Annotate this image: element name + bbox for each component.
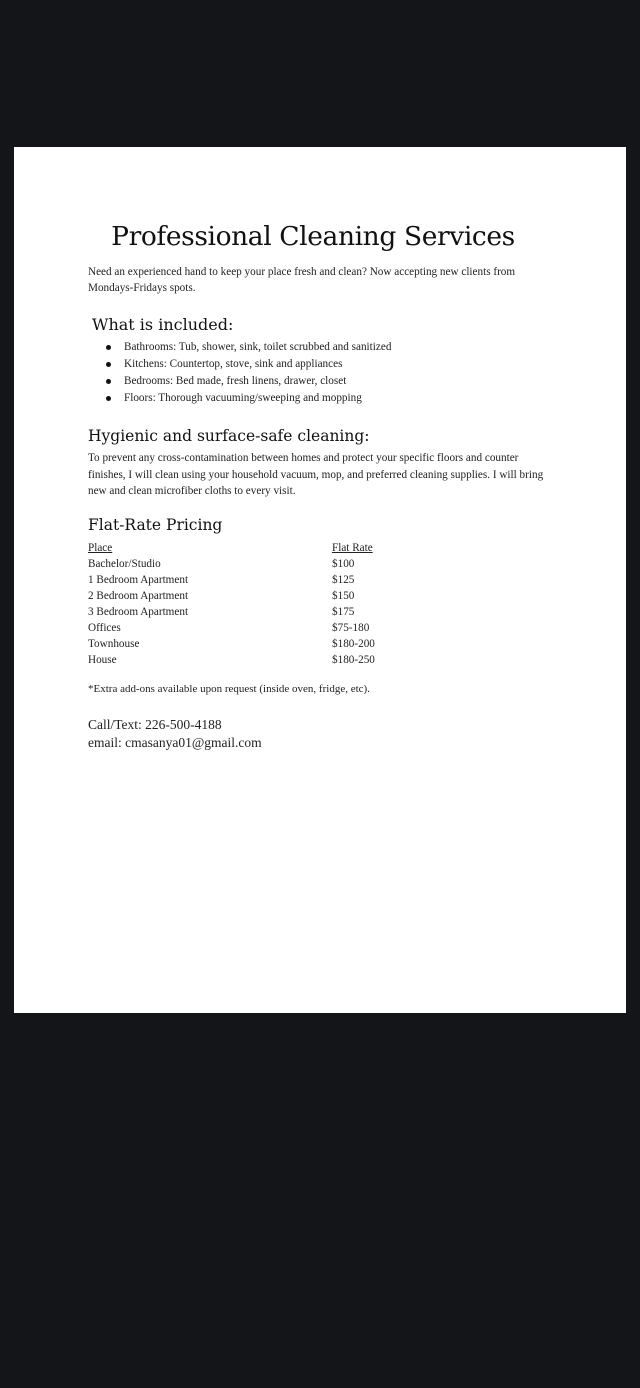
list-item-text: Floors: Thorough vacuuming/sweeping and mopping [124,392,362,404]
bullet-icon [106,362,111,367]
place-cell: Bachelor/Studio [88,558,161,570]
list-item [104,373,391,390]
place-cell: 2 Bedroom Apartment [88,590,189,602]
hygienic-heading: Hygienic and surface-safe cleaning: [88,427,370,445]
place-cell: Townhouse [88,638,140,650]
addons-note: *Extra add-ons available upon request (inside oven, fridge, etc). [88,683,370,695]
rate-cell: $75-180 [332,622,370,634]
table-row [88,588,488,604]
table-row [88,636,488,652]
list-item-text: Kitchens: Countertop, stove, sink and appliances [124,358,343,370]
contact-block [88,716,262,752]
place-cell: Offices [88,622,121,634]
list-item [104,356,391,373]
rate-cell: $180-250 [332,654,375,666]
contact-phone: Call/Text: 226-500-4188 [88,717,222,732]
hygienic-paragraph: To prevent any cross-contamination between homes and protect your specific floors and counter finishes, I will clean using your household vacuum, mop, and preferred cleaning supplies. I will bring new and clean microfiber cloths to every visit. [88,452,544,497]
table-row [88,572,488,588]
bullet-icon [106,379,111,384]
place-cell: House [88,654,117,666]
rate-cell: $175 [332,606,355,618]
pricing-heading: Flat-Rate Pricing [88,516,223,534]
contact-email: email: cmasanya01@gmail.com [88,735,262,750]
pricing-header-row [88,540,488,556]
intro-paragraph: Need an experienced hand to keep your place fresh and clean? Now accepting new clients from Mondays-Fridays spots. [88,266,516,294]
column-header-place: Place [88,542,113,554]
list-item-text: Bathrooms: Tub, shower, sink, toilet scrubbed and sanitized [124,341,392,353]
pricing-table [88,540,488,668]
table-row [88,556,488,572]
list-item [104,339,391,356]
table-row [88,652,488,668]
place-cell: 3 Bedroom Apartment [88,606,189,618]
rate-cell: $100 [332,558,355,570]
list-item [104,390,391,407]
rate-cell: $180-200 [332,638,375,650]
place-cell: 1 Bedroom Apartment [88,574,189,586]
column-header-rate: Flat Rate [332,542,373,554]
list-item-text: Bedrooms: Bed made, fresh linens, drawer, closet [124,375,347,387]
rate-cell: $125 [332,574,355,586]
bullet-icon [106,345,111,350]
rate-cell: $150 [332,590,355,602]
table-row [88,604,488,620]
table-row [88,620,488,636]
included-list [104,339,391,407]
document-page [14,147,626,1013]
bullet-icon [106,396,111,401]
document-title: Professional Cleaning Services [111,221,515,252]
included-heading: What is included: [92,315,234,334]
